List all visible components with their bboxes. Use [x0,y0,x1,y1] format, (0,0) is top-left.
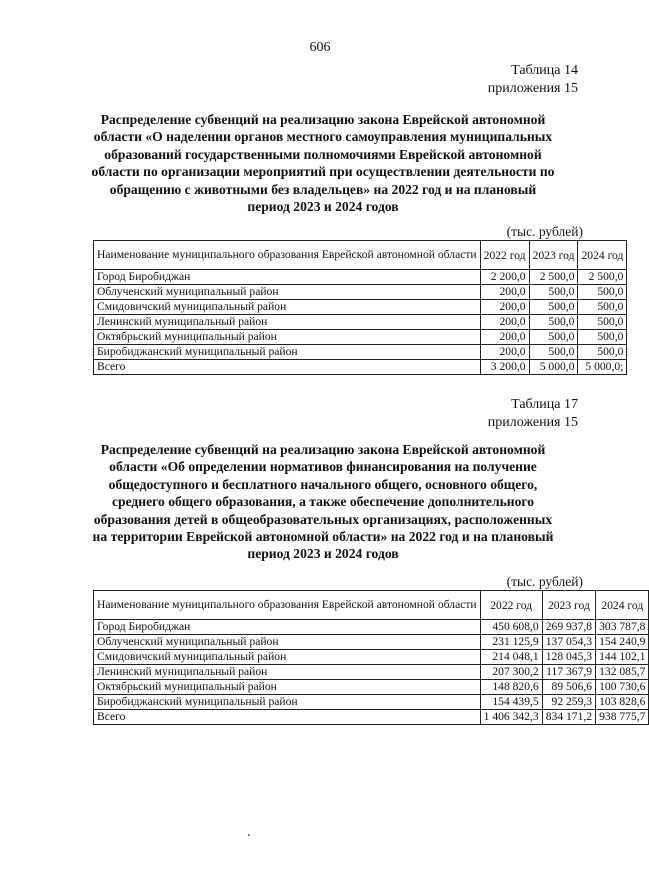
table17-title: Распределение субвенций на реализацию закона Еврейской автономной области «Об определении нормативов финансирования на получение общедоступного и бесплатного начального общего, основного общего, среднего общего образования, а также обеспечение дополнительного образования детей в общеобразовательных организациях, расположенных на территории Еврейской автономной области» на 2022 год и на плановый период 2023 и 2024 годов [92,442,554,562]
table14-cell-value: 200,0 [480,315,529,330]
table14-cell-name: Ленинский муниципальный район [94,315,481,330]
table17-cell-value: 103 828,6 [596,695,649,710]
table17-row [94,695,649,710]
table17-units: (тыс. рублей) [506,574,583,589]
table17-cell-name: Ленинский муниципальный район [94,665,481,680]
table14-cell-value: 500,0 [578,330,627,345]
table17-cell-value: 207 300,2 [480,665,542,680]
table17-caption [488,396,578,432]
table14-header-2022: 2022 год [480,241,529,270]
table17-cell-value: 1 406 342,3 [480,710,542,725]
table14-cell-value: 5 000,0 [529,360,578,375]
table17-header-2022: 2022 год [480,591,542,620]
table14-header-2024: 2024 год [578,241,627,270]
table14-cell-value: 200,0 [480,345,529,360]
table14-cell-value: 200,0 [480,330,529,345]
table14-cell-value: 200,0 [480,300,529,315]
table14-header-row [94,241,627,270]
table14-row [94,360,627,375]
table14-cell-value: 500,0 [578,315,627,330]
table17-cell-name: Смидовичский муниципальный район [94,650,481,665]
table14-cell-name: Город Биробиджан [94,270,481,285]
table14-cell-value: 500,0 [529,300,578,315]
table14-row [94,300,627,315]
table17-header-2024: 2024 год [596,591,649,620]
table14-row [94,285,627,300]
table14-row [94,315,627,330]
table17-header-name: Наименование муниципального образования Еврейской автономной области [94,591,481,620]
table17-cell-value: 154 240,9 [596,635,649,650]
table17-cell-value: 117 367,9 [542,665,595,680]
table17-row [94,650,649,665]
table17-cell-value: 128 045,3 [542,650,595,665]
table14-row [94,345,627,360]
table17-cell-value: 154 439,5 [480,695,542,710]
table14-cell-value: 200,0 [480,285,529,300]
table14-cell-value: 500,0 [578,300,627,315]
table17-cell-value: 834 171,2 [542,710,595,725]
table17-cell-value: 450 608,0 [480,620,542,635]
table17 [93,590,649,725]
table14-cell-name: Всего [94,360,481,375]
table14-cell-value: 500,0 [529,345,578,360]
table14-cell-name: Октябрьский муниципальный район [94,330,481,345]
table17-cell-name: Всего [94,710,481,725]
table17-cell-name: Город Биробиджан [94,620,481,635]
table17-row [94,635,649,650]
table17-cell-value: 144 102,1 [596,650,649,665]
table14-cell-value: 500,0 [578,285,627,300]
table14-row [94,270,627,285]
table17-cell-value: 89 506,6 [542,680,595,695]
table17-cell-value: 214 048,1 [480,650,542,665]
table14-caption-line2: приложения 15 [487,81,578,96]
table14-title: Распределение субвенций на реализацию закона Еврейской автономной области «О наделении органов местного самоуправления муниципальных образований государственными полномочиями Еврейской автономной области по организации мероприятий при осуществлении деятельности по обращению с животными без владельцев» на 2022 год и на плановый период 2023 и 2024 годов [91,112,555,215]
table17-row [94,620,649,635]
table17-row [94,665,649,680]
table17-cell-value: 100 730,6 [596,680,649,695]
table14-cell-value: 2 500,0 [529,270,578,285]
table17-cell-value: 148 820,6 [480,680,542,695]
page-number: 606 [309,40,331,55]
table17-cell-value: 92 259,3 [542,695,595,710]
table14-cell-value: 2 200,0 [480,270,529,285]
table17-cell-name: Октябрьский муниципальный район [94,680,481,695]
table17-cell-value: 132 085,7 [596,665,649,680]
table14-cell-value: 500,0 [529,285,578,300]
table14-header-2023: 2023 год [529,241,578,270]
table14-cell-name: Биробиджанский муниципальный район [94,345,481,360]
table14 [93,240,627,375]
table14-cell-value: 500,0 [529,330,578,345]
table17-row [94,680,649,695]
table17-row [94,710,649,725]
table17-cell-name: Биробиджанский муниципальный район [94,695,481,710]
table14-cell-value: 2 500,0 [578,270,627,285]
table14-units: (тыс. рублей) [506,224,583,239]
table17-cell-value: 231 125,9 [480,635,542,650]
table17-header-2023: 2023 год [542,591,595,620]
table14-cell-name: Облученский муниципальный район [94,285,481,300]
table17-cell-value: 137 054,3 [542,635,595,650]
scan-speck [248,834,250,836]
table14-cell-value: 5 000,0; [578,360,627,375]
table14-cell-value: 3 200,0 [480,360,529,375]
table14-row [94,330,627,345]
table14-caption-line1: Таблица 14 [511,63,578,78]
table14-cell-name: Смидовичский муниципальный район [94,300,481,315]
table14-caption [488,62,578,98]
table17-cell-value: 303 787,8 [596,620,649,635]
table17-caption-line2: приложения 15 [487,415,578,430]
table17-cell-value: 269 937,8 [542,620,595,635]
table17-cell-value: 938 775,7 [596,710,649,725]
table17-header-row [94,591,649,620]
table14-cell-value: 500,0 [529,315,578,330]
table14-header-name: Наименование муниципального образования Еврейской автономной области [94,241,481,270]
table17-cell-name: Облученский муниципальный район [94,635,481,650]
table14-cell-value: 500,0 [578,345,627,360]
table17-caption-line1: Таблица 17 [511,397,578,412]
